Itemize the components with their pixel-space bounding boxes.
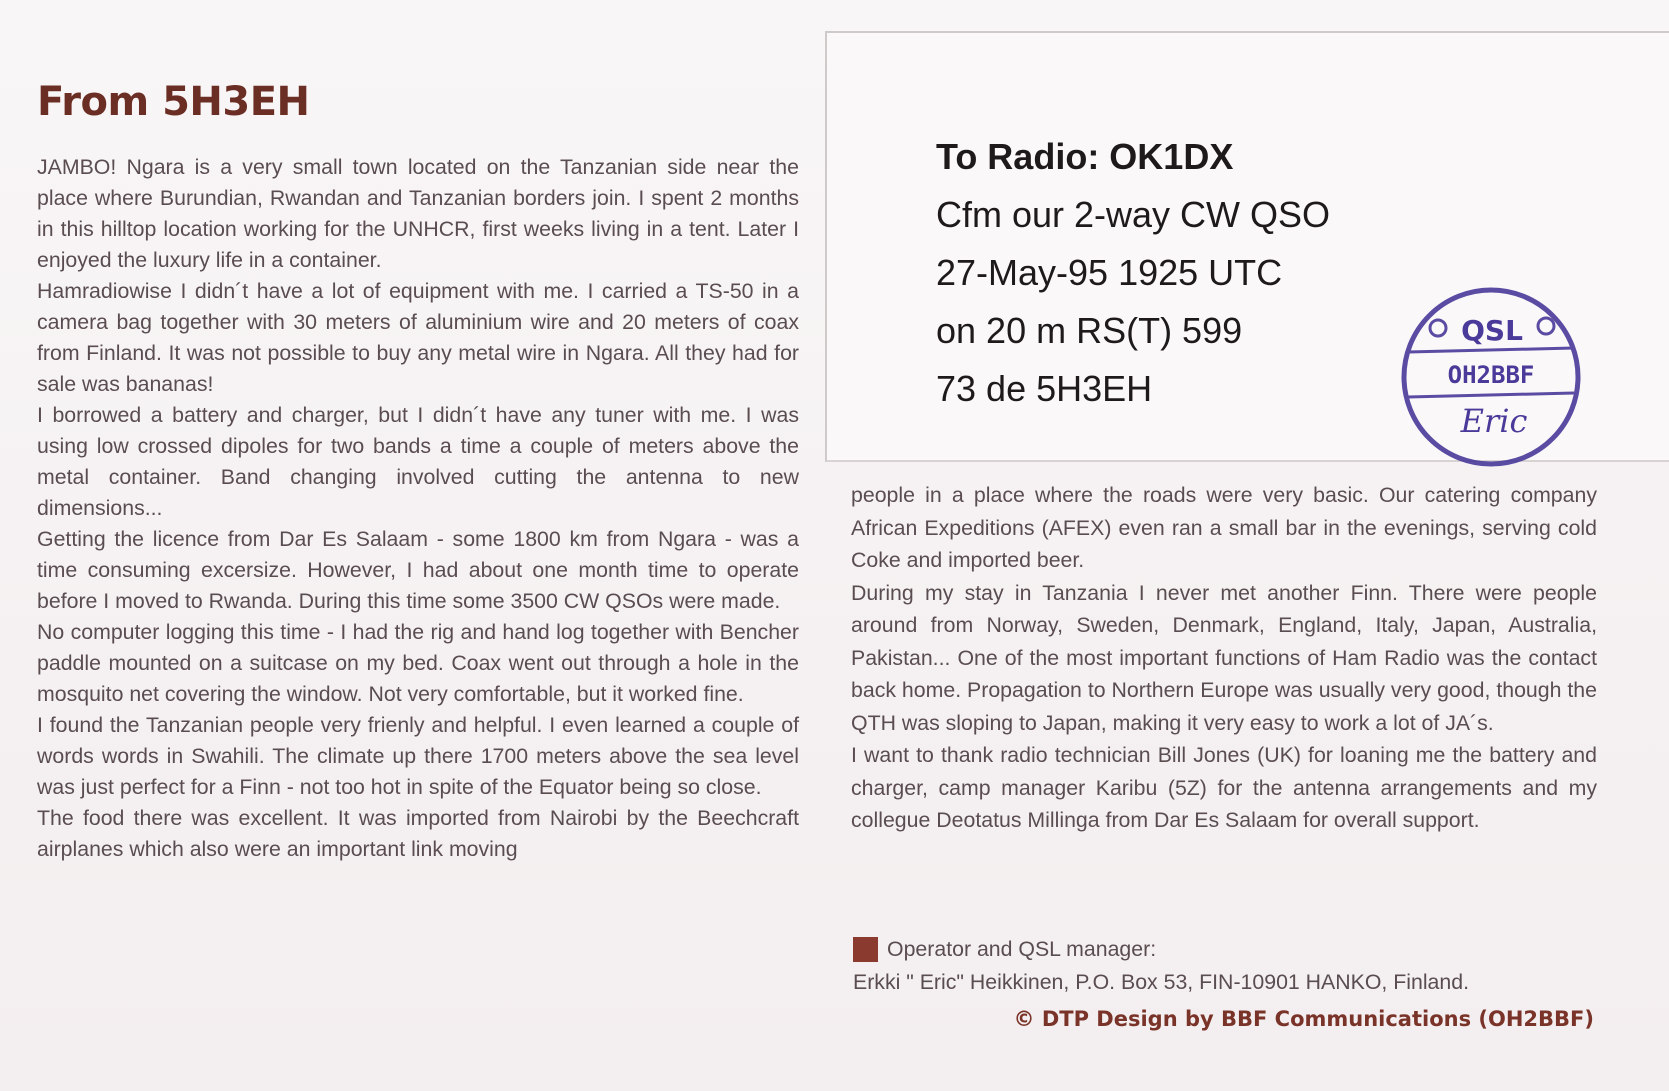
right-column [851,479,1597,837]
card-heading: From 5H3EH [37,79,310,125]
paragraph-people: I found the Tanzanian people very frienly and helpful. I even learned a couple of words words in Swahili. The climate up there 1700 meters above the sea level was just perfect for a Finn - not too hot in spite of the Equator being so close. [37,713,799,799]
paragraph-food: The food there was excellent. It was imported from Nairobi by the Beechcraft airplanes which also were an important link moving [37,806,799,861]
operator-heading-text: Operator and QSL manager: [887,937,1157,961]
qsl-to-radio: To Radio: OK1DX [936,136,1234,177]
paragraph-licence: Getting the licence from Dar Es Salaam - some 1800 km from Ngara - was a time consuming excersize. However, I had about one month time to operate before I moved to Rwanda. During this time some 3500 CW QSOs were made. [37,527,799,613]
globe-icon [1538,318,1554,334]
paragraph-thanks: I want to thank radio technician Bill Jones (UK) for loaning me the battery and charger, camp manager Karibu (5Z) for the antenna arrangements and my collegue Deotatus Millinga from Dar Es Salaam for overall support. [851,743,1597,832]
operator-heading [853,934,1156,964]
paragraph-antenna: I borrowed a battery and charger, but I didn´t have any tuner with me. I was using low crossed dipoles for two bands a time a couple of meters above the metal container. Band changing involved cutting the antenna to new dimensions... [37,403,799,520]
paragraph-catering: people in a place where the roads were very basic. Our catering company African Expeditions (AFEX) even ran a small bar in the evenings, serving cold Coke and imported beer. [851,483,1597,572]
bullet-square-icon [853,937,878,962]
paragraph-logging: No computer logging this time - I had the rig and hand log together with Bencher paddle mounted on a suitcase on my bed. Coax went out through a hole in the mosquito net covering the window. Not very comfortable, but it worked fine. [37,620,799,706]
stamp-qsl-text: QSL [1461,314,1523,347]
qsl-confirm-line: Cfm our 2-way CW QSO [936,194,1331,235]
left-column [37,78,799,865]
stamp-signature: Eric [1460,402,1528,440]
stamp-callsign: OH2BBF [1447,361,1535,389]
paragraph-intro: JAMBO! Ngara is a very small town located on the Tanzanian side near the place where Burundian, Rwandan and Tanzanian borders join. I spent 2 months in this hilltop location working for the UNHCR, first weeks living in a tent. Later I enjoyed the luxury life in a container. [37,155,799,272]
design-credit: © DTP Design by BBF Communications (OH2BBF) [1013,1007,1594,1031]
paragraph-stay: During my stay in Tanzania I never met another Finn. There were people around from Norway, Sweden, Denmark, England, Italy, Japan, Australia, Pakistan... One of the most important functions of Ham Radio was the contact back home. Propagation to Northern Europe was usually very good, though the QTH was sloping to Japan, making it very easy to work a lot of JA´s. [851,580,1597,735]
operator-address: Erkki " Eric" Heikkinen, P.O. Box 53, FIN-10901 HANKO, Finland. [853,970,1470,994]
qsl-manager-stamp [1396,282,1586,472]
qsl-signoff: 73 de 5H3EH [936,368,1153,409]
globe-icon [1430,320,1446,336]
qsl-band-report: on 20 m RS(T) 599 [936,310,1243,351]
qsl-date-time: 27-May-95 1925 UTC [936,252,1283,293]
qsl-confirmation-text [936,128,1330,418]
paragraph-equipment: Hamradiowise I didn´t have a lot of equipment with me. I carried a TS-50 in a camera bag together with 30 meters of aluminium wire and 20 meters of coax from Finland. It was not possible to buy any metal wire in Ngara. All they had for sale was bananas! [37,279,799,396]
